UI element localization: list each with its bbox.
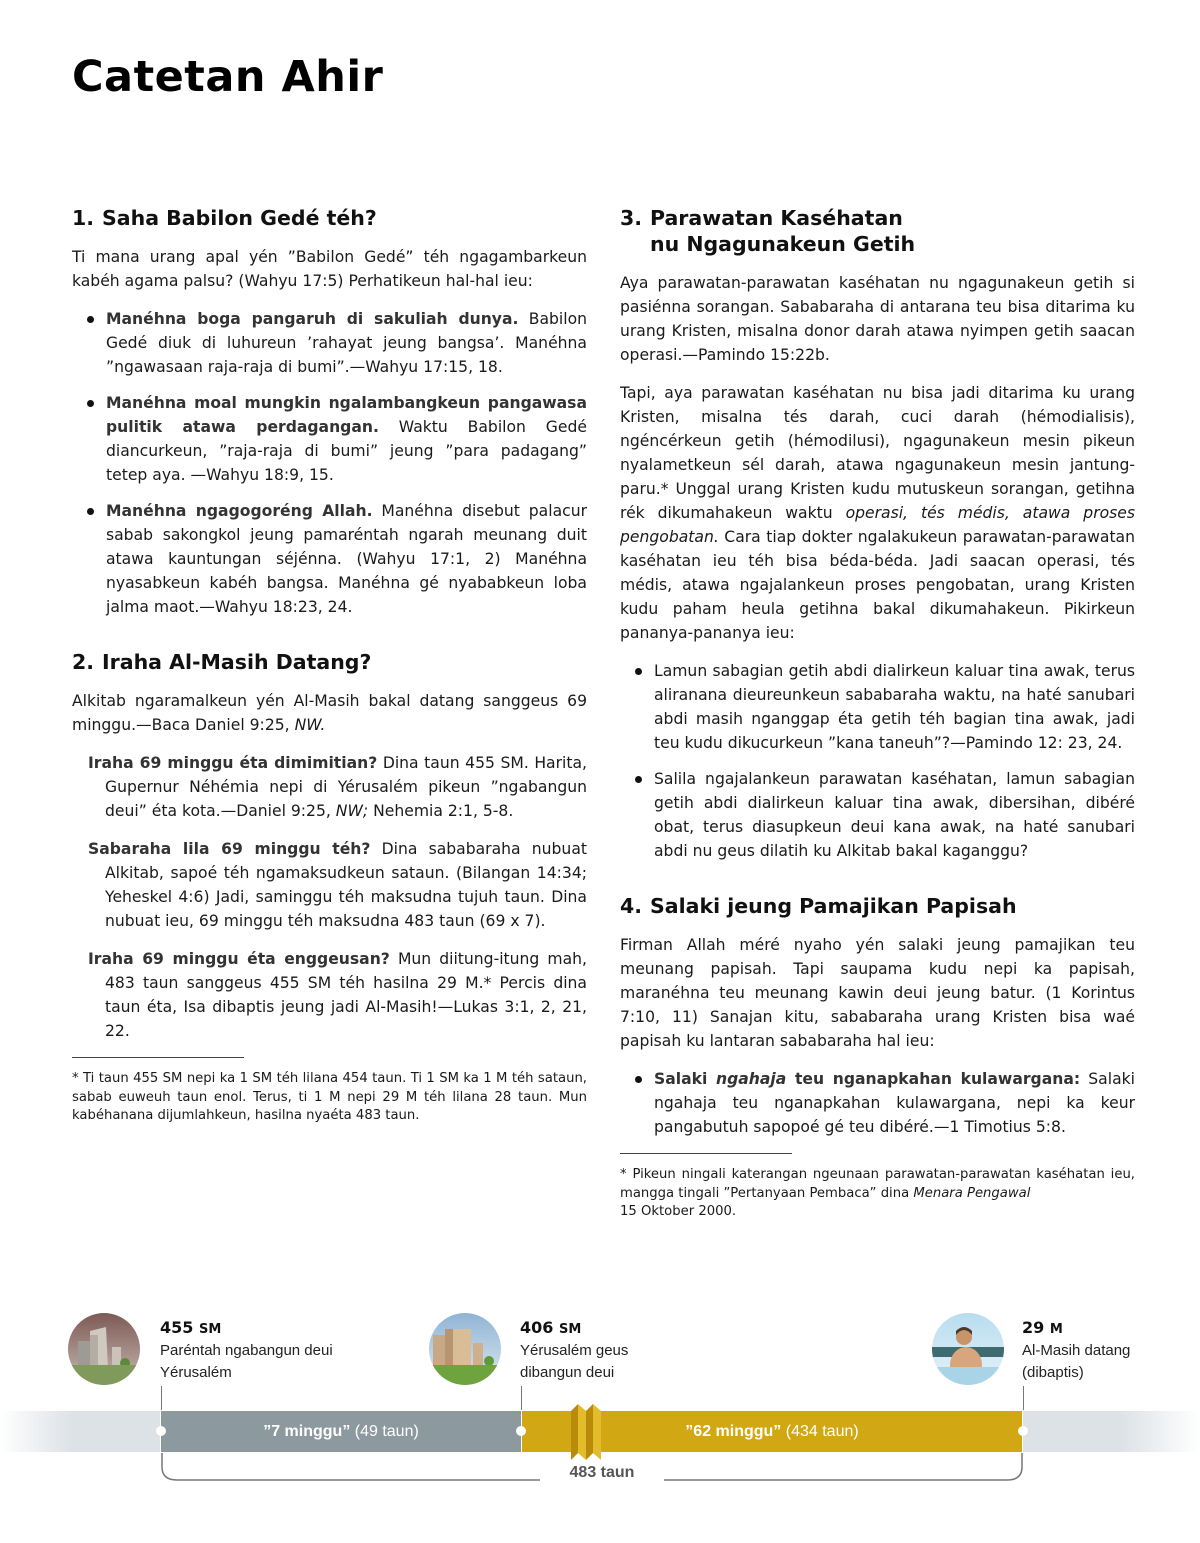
qa-item xyxy=(88,947,587,1043)
section-3-heading xyxy=(620,205,1135,257)
event-year: 406 xyxy=(520,1318,554,1337)
event-description xyxy=(160,1340,333,1384)
segment-7-weeks xyxy=(161,1411,521,1452)
section-heading-text: Saha Babilon Gedé téh? xyxy=(102,206,377,230)
event-date xyxy=(1022,1318,1063,1337)
timeline-fade-right xyxy=(1023,1411,1200,1452)
section-4-bullets xyxy=(632,1067,1135,1139)
desc-line: Paréntah ngabangun deui xyxy=(160,1342,333,1359)
segment-label xyxy=(161,1411,521,1452)
section-1-bullets xyxy=(84,307,587,619)
segment-label-bold: ”62 minggu” xyxy=(685,1423,782,1440)
segment-label-rest: (49 taun) xyxy=(350,1423,419,1440)
left-column xyxy=(72,205,587,1126)
event-year: 29 xyxy=(1022,1318,1045,1337)
desc-line: Yérusalém xyxy=(160,1364,232,1381)
section-2 xyxy=(72,649,587,1126)
footnote: * Ti taun 455 SM nepi ka 1 SM téh lilana 454 taun. Ti 1 SM ka 1 M téh sataun, sabab euweuh taun enol. Terus, ti 1 M nepi 29 M téh lilana 28 taun. Mun kabéhanana dijumlahkeun, hasilna nyaéta 483 taun. xyxy=(72,1071,587,1123)
desc-line: Al-Masih datang xyxy=(1022,1342,1131,1359)
qa-item xyxy=(88,751,587,823)
para-italic: operasi, tés médis, atawa proses pengobatan. xyxy=(620,504,1135,546)
footnote-divider xyxy=(72,1057,244,1058)
right-column xyxy=(620,205,1135,1222)
total-span-label: 483 taun xyxy=(540,1464,664,1482)
timeline-dot xyxy=(516,1426,526,1436)
section-number: 1. xyxy=(72,206,95,230)
section-4-heading xyxy=(620,893,1135,919)
qa-italic: NW; xyxy=(335,802,369,820)
event-era: SM xyxy=(558,1322,582,1337)
section-2-intro xyxy=(72,689,587,737)
event-date xyxy=(160,1318,221,1337)
bullet-item xyxy=(632,1067,1135,1139)
desc-line: dibangun deui xyxy=(520,1364,615,1381)
bullet-lead: Manéhna moal mungkin ngalambangkeun pangawasa pulitik atawa perdagangan. xyxy=(106,394,587,436)
section-heading-text: Salaki jeung Pamajikan Papisah xyxy=(650,894,1017,918)
section-heading-text: Iraha Al-Masih Datang? xyxy=(102,650,372,674)
timeline-dot xyxy=(1018,1426,1028,1436)
qa-answer: Mun diitung-itung mah, 483 taun sanggeus 455 SM téh hasilna 29 M.* Percis dina taun éta, Isa dibaptis jeung jadi Al-Masih!—Lukas 3:1, 2, 21, 22. xyxy=(105,950,587,1040)
section-3 xyxy=(620,205,1135,863)
qa-answer: Dina taun 455 SM. Harita, Gupernur Néhémia nepi di Yérusalém pikeun ”ngabangun deui” éta kota.—Daniel 9:25, xyxy=(105,754,587,820)
qa-answer: Dina sababaraha nubuat Alkitab, sapoé téh ngamaksudkeun sataun. (Bilangan 14:34; Yeheskel 4:6) Jadi, saminggu téh maksudna tujuh taun. Dina nubuat ieu, 69 minggu téh maksudna 483 taun (69 x 7). xyxy=(105,840,587,930)
section-1-intro: Ti mana urang apal yén ”Babilon Gedé” téh ngagambarkeun kabéh agama palsu? (Wahyu 17:5) Perhatikeun hal-hal ieu: xyxy=(72,248,587,290)
segment-label-rest: (434 taun) xyxy=(781,1423,859,1440)
lead-part: teu nganapkahan kulawargana: xyxy=(786,1070,1081,1088)
desc-line: Yérusalém geus xyxy=(520,1342,629,1359)
lead-italic: ngahaja xyxy=(716,1070,787,1088)
intro-text: Alkitab ngaramalkeun yén Al-Masih bakal datang sanggeus 69 minggu.—Baca Daniel 9:25, xyxy=(72,692,587,734)
timeline xyxy=(0,1300,1200,1543)
section-3-bullets xyxy=(632,659,1135,863)
event-era: M xyxy=(1049,1322,1063,1337)
bullet-item xyxy=(84,391,587,487)
qa-question: Iraha 69 minggu éta dimimitian? xyxy=(88,754,378,772)
bullet-lead: Manéhna ngagogoréng Allah. xyxy=(106,502,373,520)
section-number: 2. xyxy=(72,650,95,674)
bullet-item: Lamun sabagian getih abdi dialirkeun kaluar tina awak, terus aliranana dieureunkeun sababaraha waktu, na haté sanubari abdi masih nganggap éta getih téh bagian tina awak, jadi teu kudu dikucurkeun ”kana taneuh”?—Pamindo 12: 23, 24. xyxy=(632,659,1135,755)
section-number: 4. xyxy=(620,894,643,918)
event-era: SM xyxy=(198,1322,222,1337)
footnote-text: 15 Oktober 2000. xyxy=(620,1204,737,1219)
section-2-heading xyxy=(72,649,587,675)
time-fold-icon xyxy=(569,1404,603,1460)
heading-line-1: Parawatan Kaséhatan xyxy=(650,206,903,230)
para-text: Tapi, aya parawatan kaséhatan nu bisa jadi ditarima ku urang Kristen, misalna tés darah, cuci darah (hémodialisis), ngéncérkeun getih (hémodilusi), ngagunakeun mesin pikeun nyalametkeun sél darah, atawa ngagunakeun mesin jantung-paru.* Unggal urang Kristen kudu mutuskeun sorangan, getihna rék dikumahakeun waktu xyxy=(620,384,1135,522)
footnote-text: * Pikeun ningali katerangan ngeunaan parawatan-parawatan kaséhatan ieu, mangga tingali ”Pertanyaan Pembaca” dina xyxy=(620,1167,1135,1201)
section-4 xyxy=(620,893,1135,1222)
bullet-text: Waktu Babilon Gedé diancurkeun, ”raja-raja di bumi” jeung ”para padagang” tetep aya. —Wahyu 18:9, 15. xyxy=(106,418,587,484)
baptism-image xyxy=(932,1313,1004,1385)
ruined-city-walls-image xyxy=(68,1313,140,1385)
page-title: Catetan Ahir xyxy=(72,52,384,102)
heading-line-2: nu Ngagunakeun Getih xyxy=(650,232,916,256)
section-1-heading xyxy=(72,205,587,231)
section-1 xyxy=(72,205,587,619)
timeline-tick xyxy=(521,1386,522,1410)
bullet-text: Babilon Gedé diuk di luhureun ’rahayat jeung bangsa’. Manéhna ”ngawasaan raja-raja di bumi”.—Wahyu 17:15, 18. xyxy=(106,310,588,376)
bullet-item: Salila ngajalankeun parawatan kaséhatan, lamun sabagian getih abdi dialirkeun kaluar tina awak, dibersihan, dibéré obat, terus diasupkeun deui kana awak, na haté sanubari abdi nu geus dilatih ku Alkitab bakal kaganggu? xyxy=(632,767,1135,863)
section-heading-text xyxy=(650,205,1135,257)
segment-label-bold: ”7 minggu” xyxy=(263,1423,351,1440)
event-date xyxy=(520,1318,581,1337)
lead-part: Salaki xyxy=(654,1070,716,1088)
event-description xyxy=(1022,1340,1130,1384)
timeline-fade-left xyxy=(0,1411,160,1452)
timeline-tick xyxy=(1023,1386,1024,1410)
section-4-intro: Firman Allah méré nyaho yén salaki jeung pamajikan teu meunang papisah. Tapi saupama kudu nepi ka papisah, maranéhna teu meunang kawin deui jeung batur. (1 Korintus 7:10, 11) Sanajan kitu, sababaraha urang Kristen bisa waé papisah ku lantaran sababaraha hal ieu: xyxy=(620,936,1135,1050)
timeline-tick xyxy=(161,1386,162,1410)
rebuilt-city-walls-image xyxy=(429,1313,501,1385)
bullet-item xyxy=(84,499,587,619)
bullet-lead xyxy=(654,1070,1080,1088)
bullet-lead: Manéhna boga pangaruh di sakuliah dunya. xyxy=(106,310,519,328)
para-text: Cara tiap dokter ngalakukeun parawatan-parawatan kaséhatan ieu téh bisa béda-béda. Jadi saacan operasi, tés médis, atawa ngajalankeun proses pengobatan, urang Kristen kudu paham heula getihna bakal dikumahakeun. Pikirkeun pananya-pananya ieu: xyxy=(620,528,1135,642)
bullet-text: Manéhna disebut palacur sabab sakongkol jeung pamaréntah ngarah meunang duit atawa kauntungan séjénna. (Wahyu 17:1, 2) Manéhna nyasabkeun kabéh bangsa. Manéhna gé nyababkeun loba jalma maot.—Wahyu 18:23, 24. xyxy=(106,502,587,616)
section-3-para-1: Aya parawatan-parawatan kaséhatan nu ngagunakeun getih si pasiénna sorangan. Sababaraha di antarana teu bisa ditarima ku urang Kristen, misalna donor darah atawa nyimpen getih saacan operasi.—Pamindo 15:22b. xyxy=(620,274,1135,364)
bullet-text: Salaki ngahaja teu nganapkahan kulawargana, nepi ka keur pangabutuh sapopoé gé teu dibéré.—1 Timotius 5:8. xyxy=(654,1070,1135,1136)
footnote-italic: Menara Pengawal xyxy=(913,1185,1031,1201)
qa-question: Iraha 69 minggu éta enggeusan? xyxy=(88,950,390,968)
section-number: 3. xyxy=(620,206,643,230)
timeline-dot xyxy=(156,1426,166,1436)
section-3-para-2 xyxy=(620,381,1135,645)
event-description xyxy=(520,1340,628,1384)
intro-italic: NW. xyxy=(294,716,326,734)
desc-line: (dibaptis) xyxy=(1022,1364,1084,1381)
footnote xyxy=(620,1166,1135,1222)
event-year: 455 xyxy=(160,1318,194,1337)
footnote-divider xyxy=(620,1153,792,1154)
qa-item xyxy=(88,837,587,933)
qa-tail: Nehemia 2:1, 5-8. xyxy=(368,802,514,820)
qa-question: Sabaraha lila 69 minggu téh? xyxy=(88,840,371,858)
bullet-item xyxy=(84,307,587,379)
